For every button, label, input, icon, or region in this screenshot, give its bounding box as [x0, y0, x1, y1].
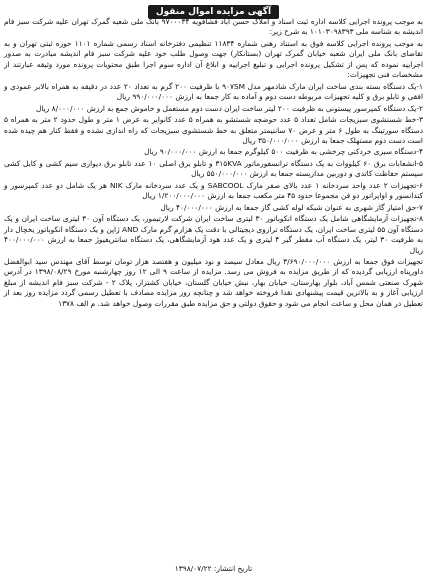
equipment-item-6: ۶-تجهیزات ۲ عدد واحد سردخانه ۱ عدد بالای صفر مارک SABCOOL و یک عدد سردخانه مارک NIK هر یک شامل دو عدد کمپرسور و کندانسور و اواپراتور دو فن مجموعا حدود ۴۵ متر مکعب جمعا به ارزش ۱/۲۰۰/۰۰۰/۰۰۰ ریال	[4, 180, 423, 201]
notice-body	[4, 17, 423, 309]
equipment-item-7: ۷-حق امتیاز گاز شهری به عنوان شبکه لوله کشی گاز جمعا به ارزش ۴۰/۰۰۰/۰۰۰ ریال	[160, 202, 423, 212]
equipment-item-8: ۸-تجهیزات آزمایشگاهی شامل یک دستگاه انکوباتور ۳۰ لیتری ساخت ایران شرکت لارتیمور، یک دستگاه آون ۳۰ لیتری ساخت ایران و یک دستگاه آون ۵۵ لیتری ساخت ایران، یک دستگاه ترازوی دیجیتالی با دقت یک هزارم گرم مارک AND ژاپن و یک دستگاه انکوباتور یخچال دار به ظرفیت ۳۰ لیتر، یک دستگاه آب مقطر گیر ۴ لیتری و یک عدد هود آزمایشگاهی، یک دستگاه سانتریفیوژ جمعا به ارزش ۴۰۰/۰۰۰/۰۰۰ ریال	[4, 214, 424, 255]
closing-paragraph: تجهیزات فوق جمعا به ارزش ۳/۶۹۰/۰۰۰/۰۰۰ ریال معادل سیصد و نود میلیون و هفتصد هزار تومان توسط آقای مهندس سید ابوالفضل داورپناه ارزیابی گردیده که از طریق مزایده به فروش می رسد. مزایده از ساعت ۹ الی ۱۲ روز چهارشنبه مورخ ۱۳۹۸/۰۸/۲۹ در آدرس شهرک صنعتی شمس آباد، بلوار بهارستان، خیابان بهار، نبش خیابان گلستان، خیابان کشتزار، پلاک ۲ - شرکت سبز فام اندیشه از مبلغ ارزیابی آغاز و به بالاترین قیمت پیشنهادی نقدا فروخته خواهد شد و چنانچه روز مزایده مصادف با تعطیل رسمی گردد مزایده روز بعد از تعطیل در همان محل و ساعت انجام می شود و حقوق دولتی و حق مزایده طبق مقررات وصول خواهد شد. م الف ۱۳۷۸	[4, 256, 424, 308]
equipment-item-1: ۱-یک دستگاه بسته بندی ساخت ایران مارک شادمهر مدل ۹۰۷SM با ظرفیت ۲۰۰ گرم به تعداد ۲۰ عدد در دقیقه به همراه بالابر عمودی و افقی و تابلو برق و کلیه تجهیزات مربوطه دست دوم و آماده به کار جمعا به ارزش ۹۹۰/۰۰۰/۰۰۰ ریال	[4, 81, 423, 102]
equipment-item-3: ۳-خط شستشوی سبزیجات شامل تعداد ۵ عدد حوضچه شستشو به همراه ۵ عدد کانوایر به عرض ۱ متر و طول حدود ۲ متر به همراه ۵ دستگاه سورتینگ به طول ۶ متر و عرض ۷۰ سانتیمتر متعلق به خط شستشوی سبزیجات که راه اندازی نشده و فقط کنار هم چیده شده است دست دوم مستهلک جمعا به ارزش ۳۵۰/۰۰۰/۰۰۰ ریال	[4, 115, 424, 145]
equipment-item-5: ۵-انشعابات برق ۶۰ کیلووات به یک دستگاه ترانسفورماتور ۳۱۵KVA و تابلو برق اصلی ۱۰ عدد تابلو برق دیواری سیم کشی و کابل کشی سیستم حفاظت کاتدی و دوربین مداربسته جمعا به ارزش ۵۵۰/۰۰۰/۰۰۰ ریال	[4, 158, 423, 179]
equipment-item-4: ۴-دستگاه سبزی خردکنی چرخشی به ظرفیت ۵۰۰ کیلوگرم جمعا به ارزش ۹۰/۰۰۰/۰۰۰ ریال	[144, 147, 423, 157]
intro-paragraph-1: به موجب پرونده اجرایی کلاسه اداره ثبت اسناد و املاک حسن آباد فشافویه ۹۷۰۰۰۳۴ بانک ملی شعبه گمرک تهران علیه شرکت سبز فام اندیشه به شناسه ملی ۱۰۱۰۳۰۹۸۳۹۳ به شرح زیر:	[4, 17, 423, 37]
notice-title: آگهی مزایده اموال منقول	[148, 5, 279, 19]
intro-paragraph-2: به موجب پرونده اجرایی کلاسه فوق به استناد رهنی شماره ۱۱۸۳۴ تنظیمی دفترخانه اسناد رسمی شماره ۱۱۰۱ حوزه ثبتی تهران و به تقاضای بانک ملی ایران شعبه خیابان گمرک تهران (بستانکار) جهت وصول طلب خود علیه شرکت سبز فام اندیشه مبادرت به صدور اجراییه نموده که پس از تشکیل پرونده اجرایی و تبلیغ اجراییه و ابلاغ آن اداره سوم اجرا طبق محتویات پرونده مورد وثیقه عبارتند از مشخصات فنی تجهیزات:	[4, 38, 423, 80]
title-wrap	[4, 2, 423, 16]
equipment-item-2: ۲-یک دستگاه کمپرسور پیستونی به ظرفیت ۲۰۰ لیتر ساخت ایران دست دوم مستعمل و خاموش جمع به ارزش ۸/۰۰۰/۰۰۰ ریال	[36, 103, 423, 113]
publish-date: تاریخ انتشار: ۱۳۹۸/۰۷/۲۲	[174, 564, 253, 573]
